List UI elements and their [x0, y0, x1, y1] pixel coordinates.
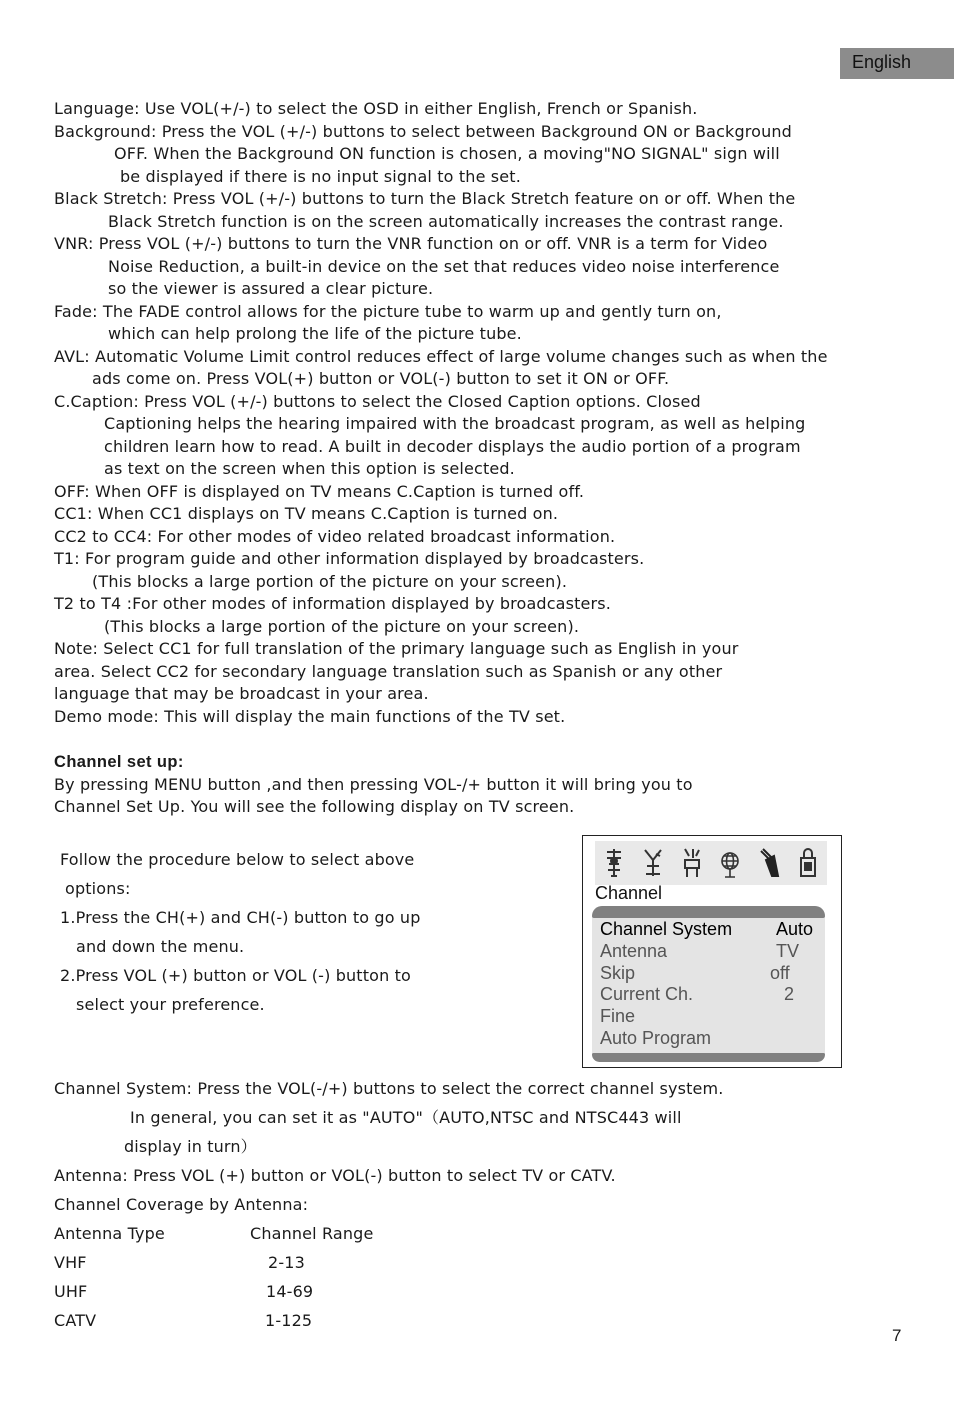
caption-off-desc: OFF: When OFF is displayed on TV means C.Caption is turned off. — [54, 481, 585, 501]
channel-range-cell: 14-69 — [266, 1282, 314, 1301]
table-row — [54, 1277, 884, 1306]
setup-globe-icon — [719, 846, 741, 880]
channel-antenna-icon — [758, 846, 780, 880]
menu-descriptions — [54, 98, 884, 819]
channel-range-cell: 1-125 — [265, 1311, 313, 1330]
procedure-line: 1.Press the CH(+) and CH(-) button to go up — [60, 908, 421, 927]
osd-item-auto-program[interactable] — [600, 1028, 820, 1050]
channel-system-desc-cont: In general, you can set it as "AUTO"（AUTO,NTSC and NTSC443 will — [130, 1108, 682, 1127]
vnr-desc-cont: so the viewer is assured a clear picture. — [108, 279, 434, 298]
channel-range-header: Channel Range — [250, 1224, 374, 1243]
background-desc: Background: Press the VOL (+/-) buttons to select between Background ON or Background — [54, 121, 792, 141]
caption-cc1-desc: CC1: When CC1 displays on TV means C.Caption is turned on. — [54, 504, 559, 523]
osd-item-skip[interactable] — [600, 963, 820, 985]
caption-t1-desc-cont: (This blocks a large portion of the picture on your screen). — [92, 571, 568, 591]
fade-desc-cont: which can help prolong the life of the picture tube. — [108, 324, 522, 343]
osd-item-antenna[interactable] — [600, 941, 820, 963]
osd-item-value: 2 — [784, 984, 795, 1005]
note-desc: Note: Select CC1 for full translation of the primary language such as English in your — [54, 639, 739, 658]
antenna-type-header: Antenna Type — [54, 1224, 165, 1243]
channel-coverage-heading: Channel Coverage by Antenna: — [54, 1195, 309, 1214]
table-row — [54, 1248, 884, 1277]
black-stretch-desc-cont: Black Stretch function is on the screen automatically increases the contrast range. — [108, 211, 784, 231]
timer-menu-icon — [681, 846, 703, 880]
antenna-table-header — [54, 1219, 884, 1248]
note-desc-cont: area. Select CC2 for secondary language translation such as Spanish or any other — [54, 661, 723, 681]
channel-system-desc-cont: display in turn） — [124, 1137, 257, 1156]
black-stretch-desc: Black Stretch: Press VOL (+/-) buttons to turn the Black Stretch feature on or off. When the — [54, 189, 796, 208]
channel-setup-intro: By pressing MENU button ,and then pressing VOL-/+ button it will bring you to — [54, 774, 693, 794]
avl-desc-cont: ads come on. Press VOL(+) button or VOL(-) button to set it ON or OFF. — [92, 369, 670, 388]
procedure-line: and down the menu. — [76, 937, 245, 956]
avl-desc: AVL: Automatic Volume Limit control reduces effect of large volume changes such as when the — [54, 346, 828, 366]
vnr-desc-cont: Noise Reduction, a built-in device on the set that reduces video noise interference — [108, 256, 780, 276]
osd-item-label: Current Ch. — [600, 984, 694, 1005]
osd-item-label: Fine — [600, 1006, 636, 1027]
sound-menu-icon — [642, 846, 664, 880]
osd-item-label: Skip — [600, 962, 636, 983]
channel-details — [54, 1074, 884, 1335]
osd-item-value: Auto — [776, 919, 814, 939]
osd-menu-title: Channel — [595, 883, 663, 903]
background-desc-cont: be displayed if there is no input signal to the set. — [120, 166, 521, 186]
caption-t1-desc: T1: For program guide and other information displayed by broadcasters. — [54, 549, 645, 568]
vnr-desc: VNR: Press VOL (+/-) buttons to turn the VNR function on or off. VNR is a term for Video — [54, 234, 768, 253]
caption-desc: C.Caption: Press VOL (+/-) buttons to select the Closed Caption options. Closed — [54, 391, 701, 411]
caption-t2-t4-desc-cont: (This blocks a large portion of the picture on your screen). — [104, 616, 580, 636]
osd-item-label: Channel System — [600, 919, 733, 939]
osd-item-value — [776, 1028, 820, 1050]
caption-desc-cont: children learn how to read. A built in decoder displays the audio portion of a program — [104, 436, 801, 456]
channel-range-cell: 2-13 — [268, 1253, 305, 1272]
osd-item-label: Auto Program — [600, 1027, 712, 1048]
caption-desc-cont: as text on the screen when this option is selected. — [104, 459, 515, 478]
channel-setup-intro: Channel Set Up. You will see the following display on TV screen. — [54, 797, 575, 816]
osd-item-label: Antenna — [600, 940, 668, 961]
lock-menu-icon — [797, 846, 819, 880]
table-row — [54, 1306, 884, 1335]
osd-icon-strip — [595, 841, 827, 885]
osd-item-value: TV — [776, 940, 800, 961]
caption-desc-cont: Captioning helps the hearing impaired with the broadcast program, as well as helping — [104, 414, 806, 433]
note-desc-cont: language that may be broadcast in your area. — [54, 684, 429, 703]
fade-desc: Fade: The FADE control allows for the picture tube to warm up and gently turn on, — [54, 301, 722, 321]
caption-t2-t4-desc: T2 to T4 :For other modes of information displayed by broadcasters. — [54, 594, 611, 613]
procedure-text — [60, 845, 510, 1019]
channel-setup-heading: Channel set up: — [54, 753, 184, 771]
osd-item-value — [776, 1006, 820, 1028]
osd-channel-menu — [582, 835, 842, 1068]
caption-cc2-cc4-desc: CC2 to CC4: For other modes of video related broadcast information. — [54, 526, 616, 546]
language-desc: Language: Use VOL(+/-) to select the OSD in either English, French or Spanish. — [54, 99, 698, 118]
procedure-line: Follow the procedure below to select above — [60, 850, 415, 869]
page-number: 7 — [892, 1326, 902, 1345]
osd-item-current-ch[interactable] — [600, 984, 820, 1006]
picture-menu-icon — [603, 846, 625, 880]
antenna-type-cell: UHF — [54, 1282, 88, 1301]
language-tab: English — [840, 48, 954, 79]
osd-menu-list — [600, 919, 820, 1050]
antenna-type-cell: CATV — [54, 1311, 97, 1330]
antenna-desc: Antenna: Press VOL (+) button or VOL(-) button to select TV or CATV. — [54, 1166, 616, 1185]
background-desc-cont: OFF. When the Background ON function is chosen, a moving"NO SIGNAL" sign will — [114, 144, 780, 163]
osd-item-channel-system[interactable] — [600, 919, 820, 941]
osd-panel-top-bar — [592, 906, 825, 918]
demo-mode-desc: Demo mode: This will display the main functions of the TV set. — [54, 706, 566, 726]
antenna-type-cell: VHF — [54, 1253, 87, 1272]
osd-panel-bottom-bar — [592, 1053, 825, 1062]
osd-menu-panel — [592, 906, 825, 1062]
procedure-line: 2.Press VOL (+) button or VOL (-) button to — [60, 966, 411, 985]
procedure-line: options: — [65, 879, 131, 898]
procedure-line: select your preference. — [76, 995, 265, 1014]
channel-system-desc: Channel System: Press the VOL(-/+) buttons to select the correct channel system. — [54, 1079, 724, 1098]
osd-item-value: off — [770, 962, 790, 983]
osd-item-fine[interactable] — [600, 1006, 820, 1028]
